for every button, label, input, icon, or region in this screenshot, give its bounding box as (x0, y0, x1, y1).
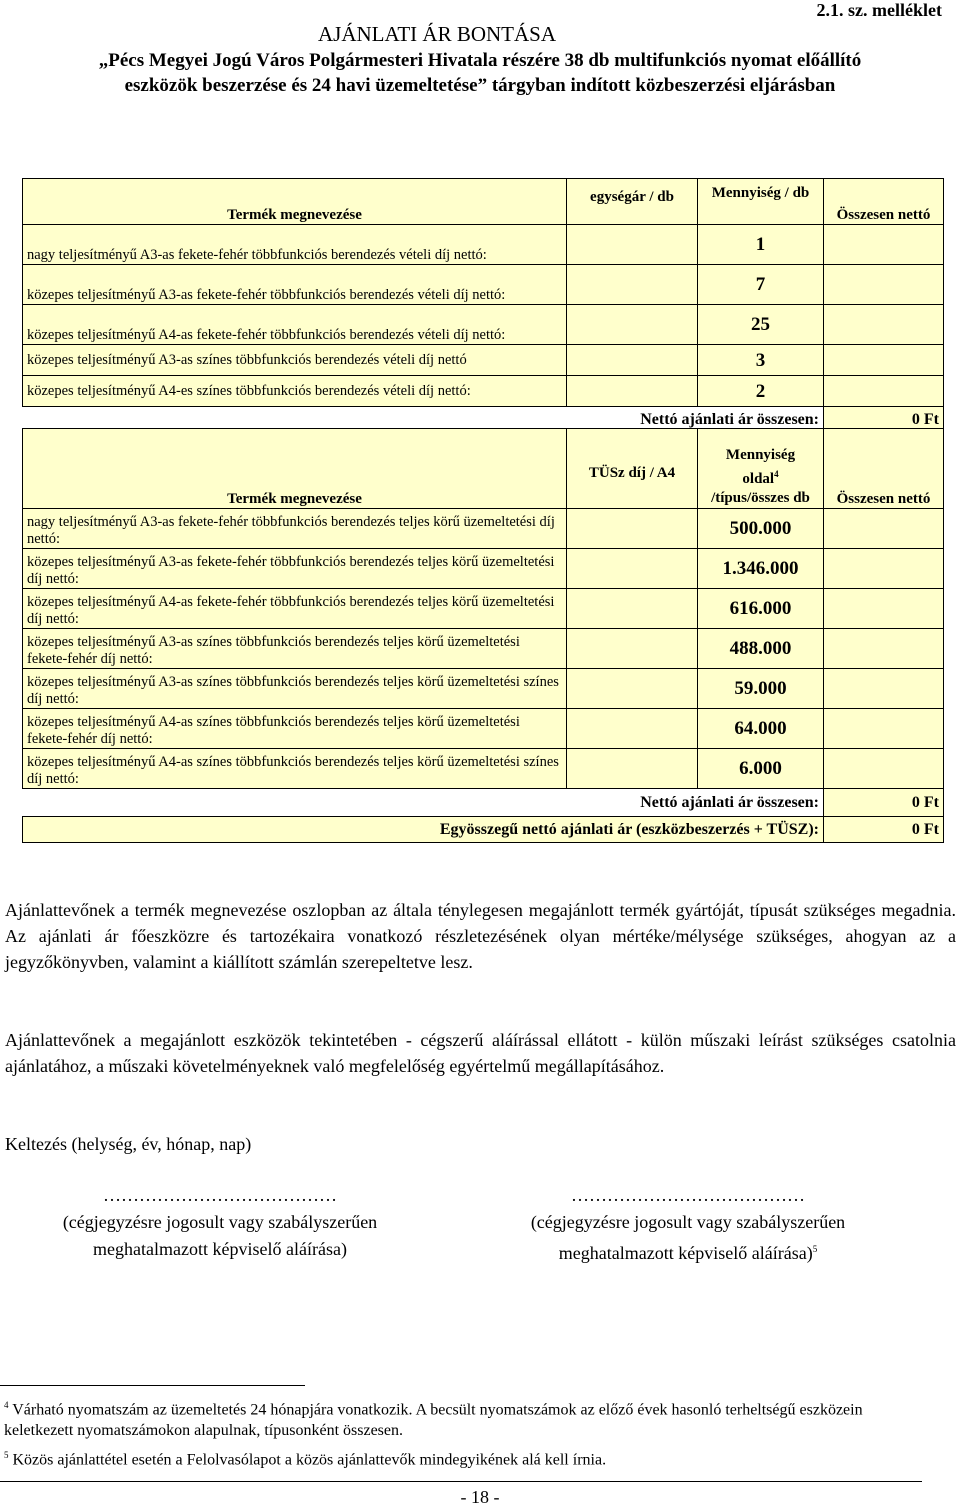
quantity-cell: 488.000 (698, 629, 824, 669)
table1-col-product: Termék megnevezése (23, 179, 567, 225)
product-name: közepes teljesítményű A4-as fekete-fehér többfunkciós berendezés vételi díj nettó: (23, 305, 567, 345)
signature-dots: ………………………………… (103, 1185, 337, 1205)
product-name: közepes teljesítményű A3-as fekete-fehér többfunkciós berendezés vételi díj nettó: (23, 265, 567, 305)
quantity-cell: 3 (698, 345, 824, 376)
table1-header-row (23, 179, 944, 225)
fee-cell[interactable] (567, 589, 698, 629)
table2-col-total: Összesen nettó (824, 429, 944, 509)
total-cell[interactable] (824, 265, 944, 305)
total-cell[interactable] (824, 305, 944, 345)
table1-col-qty: Mennyiség / db (698, 179, 824, 225)
table-row (23, 265, 944, 305)
table-row (23, 509, 944, 549)
operating-fee-table (22, 428, 944, 843)
table-row (23, 225, 944, 265)
unit-price-cell[interactable] (567, 305, 698, 345)
fee-cell[interactable] (567, 749, 698, 789)
total-cell[interactable] (824, 589, 944, 629)
product-name: nagy teljesítményű A3-as fekete-fehér többfunkciós berendezés teljes körű üzemeltetési díj nettó: (23, 509, 567, 549)
total-cell[interactable] (824, 225, 944, 265)
fee-cell[interactable] (567, 509, 698, 549)
table2-col-qty: Mennyiség oldal$^4$ /típus/összes db (698, 429, 824, 509)
quantity-cell: 25 (698, 305, 824, 345)
table-row (23, 709, 944, 749)
quantity-cell: 6.000 (698, 749, 824, 789)
table-row (23, 749, 944, 789)
page-number: - 18 - (460, 1487, 500, 1507)
table-row (23, 589, 944, 629)
table2-col-product: Termék megnevezése (23, 429, 567, 509)
total-cell[interactable] (824, 509, 944, 549)
signature-caption: (cégjegyzésre jogosult vagy szabályszerűen (62, 1212, 378, 1232)
total-cell[interactable] (824, 669, 944, 709)
product-name: közepes teljesítményű A3-as színes többfunkciós berendezés vételi díj nettó (23, 345, 567, 376)
product-name: nagy teljesítményű A3-as fekete-fehér többfunkciós berendezés vételi díj nettó: (23, 225, 567, 265)
table2-net-total-row (23, 789, 944, 817)
grand-total-label: Egyösszegű nettó ajánlati ár (eszközbeszerzés + TÜSZ): (23, 817, 824, 843)
purchase-price-table (22, 178, 944, 433)
signature-block-right (488, 1182, 888, 1267)
net-total-value: 0 Ft (824, 407, 944, 433)
table-row (23, 669, 944, 709)
quantity-cell: 1 (698, 225, 824, 265)
page-footer-separator (0, 1481, 922, 1482)
unit-price-cell[interactable] (567, 376, 698, 407)
product-name: közepes teljesítményű A4-as színes többfunkciós berendezés teljes körű üzemeltetési színes díj nettó: (23, 749, 567, 789)
date-line: Keltezés (helység, év, hónap, nap) (5, 1134, 252, 1154)
quantity-cell: 64.000 (698, 709, 824, 749)
table-row (23, 629, 944, 669)
total-cell[interactable] (824, 749, 944, 789)
fee-cell[interactable] (567, 669, 698, 709)
fee-cell[interactable] (567, 549, 698, 589)
document-title: AJÁNLATI ÁR BONTÁSA (318, 22, 557, 46)
table1-col-total: Összesen nettó (824, 179, 944, 225)
product-name: közepes teljesítményű A4-as fekete-fehér többfunkciós berendezés teljes körű üzemeltetési díj nettó: (23, 589, 567, 629)
quantity-cell: 59.000 (698, 669, 824, 709)
product-name: közepes teljesítményű A3-as színes többfunkciós berendezés teljes körű üzemeltetési színes díj nettó: (23, 669, 567, 709)
signature-caption: (cégjegyzésre jogosult vagy szabályszerűen (530, 1212, 846, 1232)
table-row (23, 549, 944, 589)
unit-price-cell[interactable] (567, 265, 698, 305)
net-total-label: Nettó ajánlati ár összesen: (640, 411, 819, 429)
table2-col-fee: TÜSz díj / A4 (567, 429, 698, 509)
product-name: közepes teljesítményű A4-es színes többfunkciós berendezés vételi díj nettó: (23, 376, 567, 407)
total-cell[interactable] (824, 709, 944, 749)
fee-cell[interactable] (567, 629, 698, 669)
signature-caption: meghatalmazott képviselő aláírása)$^5$ (558, 1243, 818, 1263)
subtitle-line-2: eszközök beszerzése és 24 havi üzemeltetése” tárgyban indított közbeszerzési eljárásban (124, 75, 836, 96)
signature-block-left (20, 1182, 420, 1263)
instruction-paragraph-2: Ajánlattevőnek a megajánlott eszközök tekintetében - cégszerű aláírással ellátott - külön műszaki leírást szükséges csatolnia ajánlatához, a műszaki követelményeknek való megfelelőség egyértelmű megállapításához. (5, 1030, 956, 1076)
instruction-paragraph-1: Ajánlattevőnek a termék megnevezése oszlopban az általa ténylegesen megajánlott termék gyártóját, típusát szükséges megadnia. Az ajánlati ár főeszközre és tartozékaira vonatkozó részletezésének olyan mértéke/mélysége szükséges, ahogyan az a jegyzőkönyvben, valamint a kiállított számlán szerepeltetve lesz. (5, 900, 956, 972)
total-cell[interactable] (824, 345, 944, 376)
footnote-4: $^4$ Várható nyomatszám az üzemeltetés 24 hónapjára vonatkozik. A becsült nyomatszámok az előző évek hasonló terheltségű eszközein keletkezett nyomatszámokon alapulnak, típusonként összesen. (4, 1400, 863, 1440)
grand-total-value: 0 Ft (824, 817, 944, 843)
unit-price-cell[interactable] (567, 225, 698, 265)
table-row (23, 376, 944, 407)
quantity-cell: 616.000 (698, 589, 824, 629)
signature-caption: meghatalmazott képviselő aláírása) (93, 1239, 347, 1259)
table-row (23, 305, 944, 345)
footnote-separator (0, 1385, 305, 1386)
quantity-cell: 2 (698, 376, 824, 407)
total-cell[interactable] (824, 629, 944, 669)
signature-dots: ………………………………… (571, 1185, 805, 1205)
total-cell[interactable] (824, 376, 944, 407)
product-name: közepes teljesítményű A3-as fekete-fehér többfunkciós berendezés teljes körű üzemeltetési díj nettó: (23, 549, 567, 589)
table-row (23, 345, 944, 376)
total-cell[interactable] (824, 549, 944, 589)
unit-price-cell[interactable] (567, 345, 698, 376)
product-name: közepes teljesítményű A3-as színes többfunkciós berendezés teljes körű üzemeltetési fekete-fehér díj nettó: (23, 629, 567, 669)
net-total-value: 0 Ft (824, 789, 944, 817)
grand-total-row (23, 817, 944, 843)
table1-col-unit-price: egységár / db (567, 179, 698, 225)
fee-cell[interactable] (567, 709, 698, 749)
quantity-cell: 500.000 (698, 509, 824, 549)
table2-header-row (23, 429, 944, 509)
annex-label: 2.1. sz. melléklet (816, 0, 942, 20)
product-name: közepes teljesítményű A4-as színes többfunkciós berendezés teljes körű üzemeltetési fekete-fehér díj nettó: (23, 709, 567, 749)
footnote-5: $^5$ Közös ajánlattétel esetén a Felolvasólapot a közös ajánlattevők mindegyikének alá kell írnia. (4, 1450, 607, 1469)
net-total-label: Nettó ajánlati ár összesen: (640, 794, 819, 811)
quantity-cell: 1.346.000 (698, 549, 824, 589)
subtitle-line-1: „Pécs Megyei Jogú Város Polgármesteri Hivatala részére 38 db multifunkciós nyomat előállító (98, 50, 862, 71)
quantity-cell: 7 (698, 265, 824, 305)
